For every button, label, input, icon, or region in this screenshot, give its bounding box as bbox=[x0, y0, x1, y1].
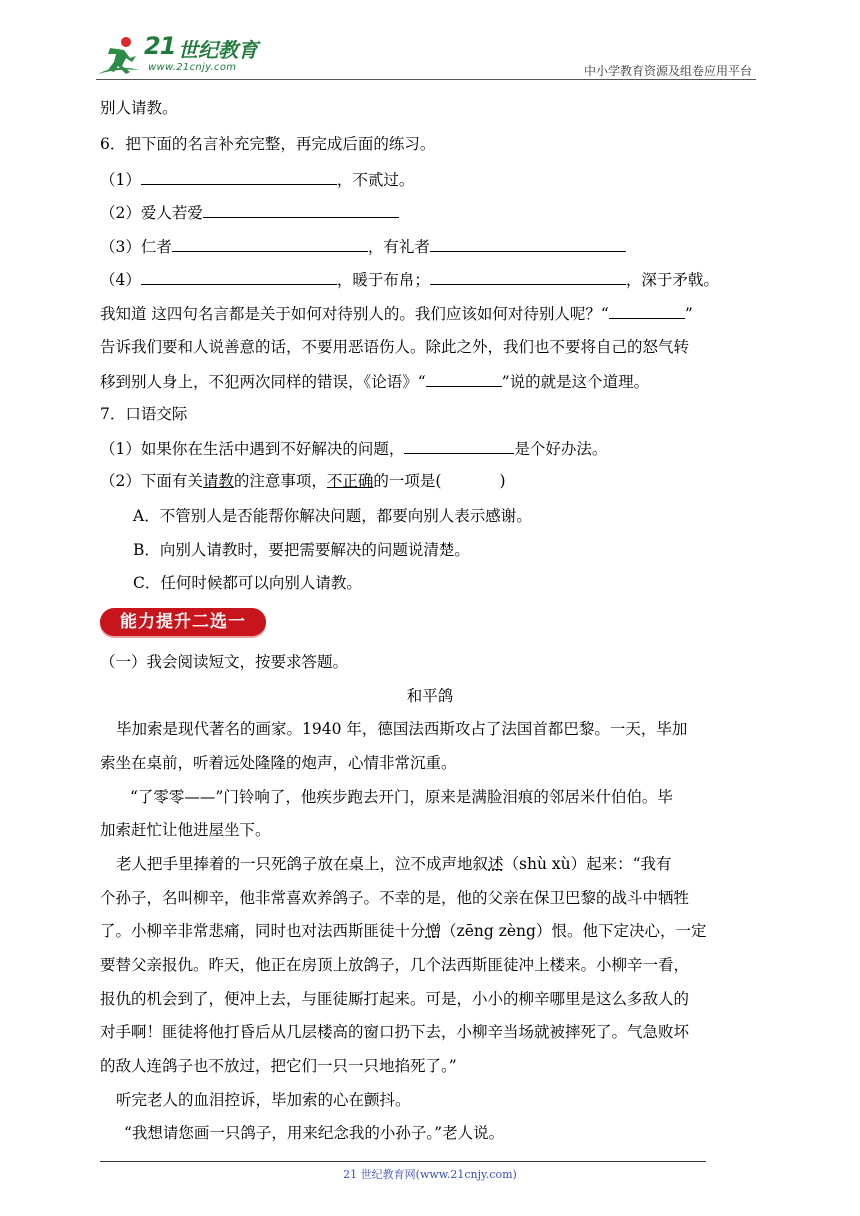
runner-logo-icon bbox=[96, 34, 146, 80]
reading-text: 老人把手里捧着的一只死鸽子放在桌上，泣不成声地叙 bbox=[116, 855, 489, 873]
option-c[interactable]: C．任何时候都可以向别人请教。 bbox=[133, 574, 362, 592]
underlined-text: 请教 bbox=[202, 472, 234, 490]
reading-text: （zēng zèng）恨。他下定决心，一定 bbox=[441, 922, 707, 940]
header-divider bbox=[96, 79, 756, 80]
option-a[interactable]: A．不管别人是否能帮你解决问题，都要向别人表示感谢。 bbox=[133, 507, 532, 525]
paragraph-text: 移到别人身上，不犯两次同样的错误，《论语》“ bbox=[100, 373, 426, 391]
paragraph-text: ”说的就是这个道理。 bbox=[501, 373, 650, 391]
site-logo[interactable] bbox=[96, 32, 266, 78]
item-text: ，暖于布帛； bbox=[336, 271, 430, 289]
reading-text: （shù xù）起来：“我有 bbox=[503, 855, 672, 873]
item-text: ，不贰过。 bbox=[336, 171, 415, 189]
logo-wordmark: 世纪教育 bbox=[178, 38, 258, 62]
dotted-word: 憎 bbox=[425, 922, 442, 940]
underlined-text: 不正确 bbox=[326, 472, 374, 490]
question-6-title: 6．把下面的名言补充完整，再完成后面的练习。 bbox=[100, 135, 436, 153]
reading-intro: （一）我会阅读短文，按要求答题。 bbox=[100, 653, 349, 671]
question-7-item-1 bbox=[100, 437, 607, 460]
banner-label: 能力提升二选一 bbox=[120, 612, 246, 632]
fill-blank[interactable] bbox=[426, 370, 502, 387]
item-text: 的一项是( bbox=[373, 472, 442, 490]
fill-blank[interactable] bbox=[172, 235, 368, 252]
question-7-title: 7．口语交际 bbox=[100, 405, 188, 423]
fill-blank[interactable] bbox=[203, 201, 399, 218]
question-6-item-2 bbox=[100, 201, 399, 224]
item-text: （2）爱人若爱 bbox=[100, 204, 203, 222]
logo-url: www.21cnjy.com bbox=[148, 62, 237, 73]
logo-number: 21 bbox=[144, 32, 176, 60]
paragraph-line bbox=[100, 302, 693, 325]
page-header bbox=[96, 30, 756, 82]
reading-line bbox=[116, 853, 672, 875]
question-6-item-1 bbox=[100, 168, 414, 191]
reading-line: “了零零——”门铃响了，他疾步跑去开门，原来是满脸泪痕的邻居米什伯伯。毕 bbox=[130, 788, 673, 806]
footer-link[interactable]: 21 世纪教育网(www.21cnjy.com) bbox=[343, 1168, 517, 1181]
item-label: （4） bbox=[100, 271, 141, 289]
paragraph-text: 我知道 这四句名言都是关于如何对待别人的。我们应该如何对待别人呢？“ bbox=[100, 305, 609, 323]
reading-line: 听完老人的血泪控诉，毕加索的心在颤抖。 bbox=[116, 1091, 411, 1109]
paragraph-text: ” bbox=[684, 305, 693, 323]
fill-blank[interactable] bbox=[430, 268, 626, 285]
paragraph-line: 告诉我们要和人说善意的话，不要用恶语伤人。除此之外，我们也不要将自己的怒气转 bbox=[100, 338, 690, 356]
option-b[interactable]: B．向别人请教时，要把需要解决的问题说清楚。 bbox=[133, 541, 470, 559]
question-7-item-2 bbox=[100, 470, 506, 492]
text-line: 别人请教。 bbox=[100, 99, 178, 117]
item-text: （2）下面有关 bbox=[100, 472, 203, 490]
reading-line: 索坐在桌前，听着远处隆隆的炮声，心情非常沉重。 bbox=[100, 754, 457, 772]
footer-divider bbox=[100, 1161, 706, 1162]
reading-line: 个孙子，名叫柳辛，他非常喜欢养鸽子。不幸的是，他的父亲在保卫巴黎的战斗中牺牲 bbox=[100, 889, 690, 907]
section-banner bbox=[100, 608, 266, 636]
item-text: （1）如果你在生活中遇到不好解决的问题， bbox=[100, 440, 405, 458]
fill-blank[interactable] bbox=[609, 302, 685, 319]
paragraph-line bbox=[100, 370, 649, 393]
reading-line: 毕加索是现代著名的画家。1940 年，德国法西斯攻占了法国首都巴黎。一天，毕加 bbox=[116, 720, 688, 738]
reading-line: 加索赶忙让他进屋坐下。 bbox=[100, 821, 271, 839]
reading-line: 的敌人连鸽子也不放过，把它们一只一只地掐死了。” bbox=[100, 1057, 457, 1075]
question-6-item-3 bbox=[100, 235, 626, 258]
item-text: 是个好办法。 bbox=[514, 440, 608, 458]
fill-blank[interactable] bbox=[141, 268, 337, 285]
reading-line: 报仇的机会到了，便冲上去，与匪徒厮打起来。可是，小小的柳辛哪里是这么多敌人的 bbox=[100, 990, 690, 1008]
fill-blank[interactable] bbox=[430, 235, 626, 252]
reading-line: 要替父亲报仇。昨天，他正在房顶上放鸽子，几个法西斯匪徒冲上楼来。小柳辛一看， bbox=[100, 956, 690, 974]
item-text: 的注意事项， bbox=[233, 472, 327, 490]
item-text: （3）仁者 bbox=[100, 238, 172, 256]
dotted-word: 述 bbox=[488, 855, 504, 873]
reading-line bbox=[100, 920, 706, 942]
fill-blank[interactable] bbox=[141, 168, 337, 185]
item-text: ) bbox=[499, 472, 506, 490]
platform-name: 中小学教育资源及组卷应用平台 bbox=[583, 64, 752, 78]
item-text: ，有礼者 bbox=[367, 238, 430, 256]
reading-text: 了。小柳辛非常悲痛，同时也对法西斯匪徒十分 bbox=[100, 922, 426, 940]
fill-blank[interactable] bbox=[404, 437, 514, 454]
item-label: （1） bbox=[100, 171, 141, 189]
reading-line: 对手啊！匪徒将他打昏后从几层楼高的窗口扔下去，小柳辛当场就被摔死了。气急败坏 bbox=[100, 1023, 690, 1041]
reading-title: 和平鸽 bbox=[406, 687, 454, 705]
question-6-item-4 bbox=[100, 268, 719, 291]
item-text: ，深于矛戟。 bbox=[625, 271, 719, 289]
reading-line: “我想请您画一只鸽子，用来纪念我的小孙子。”老人说。 bbox=[124, 1124, 505, 1142]
